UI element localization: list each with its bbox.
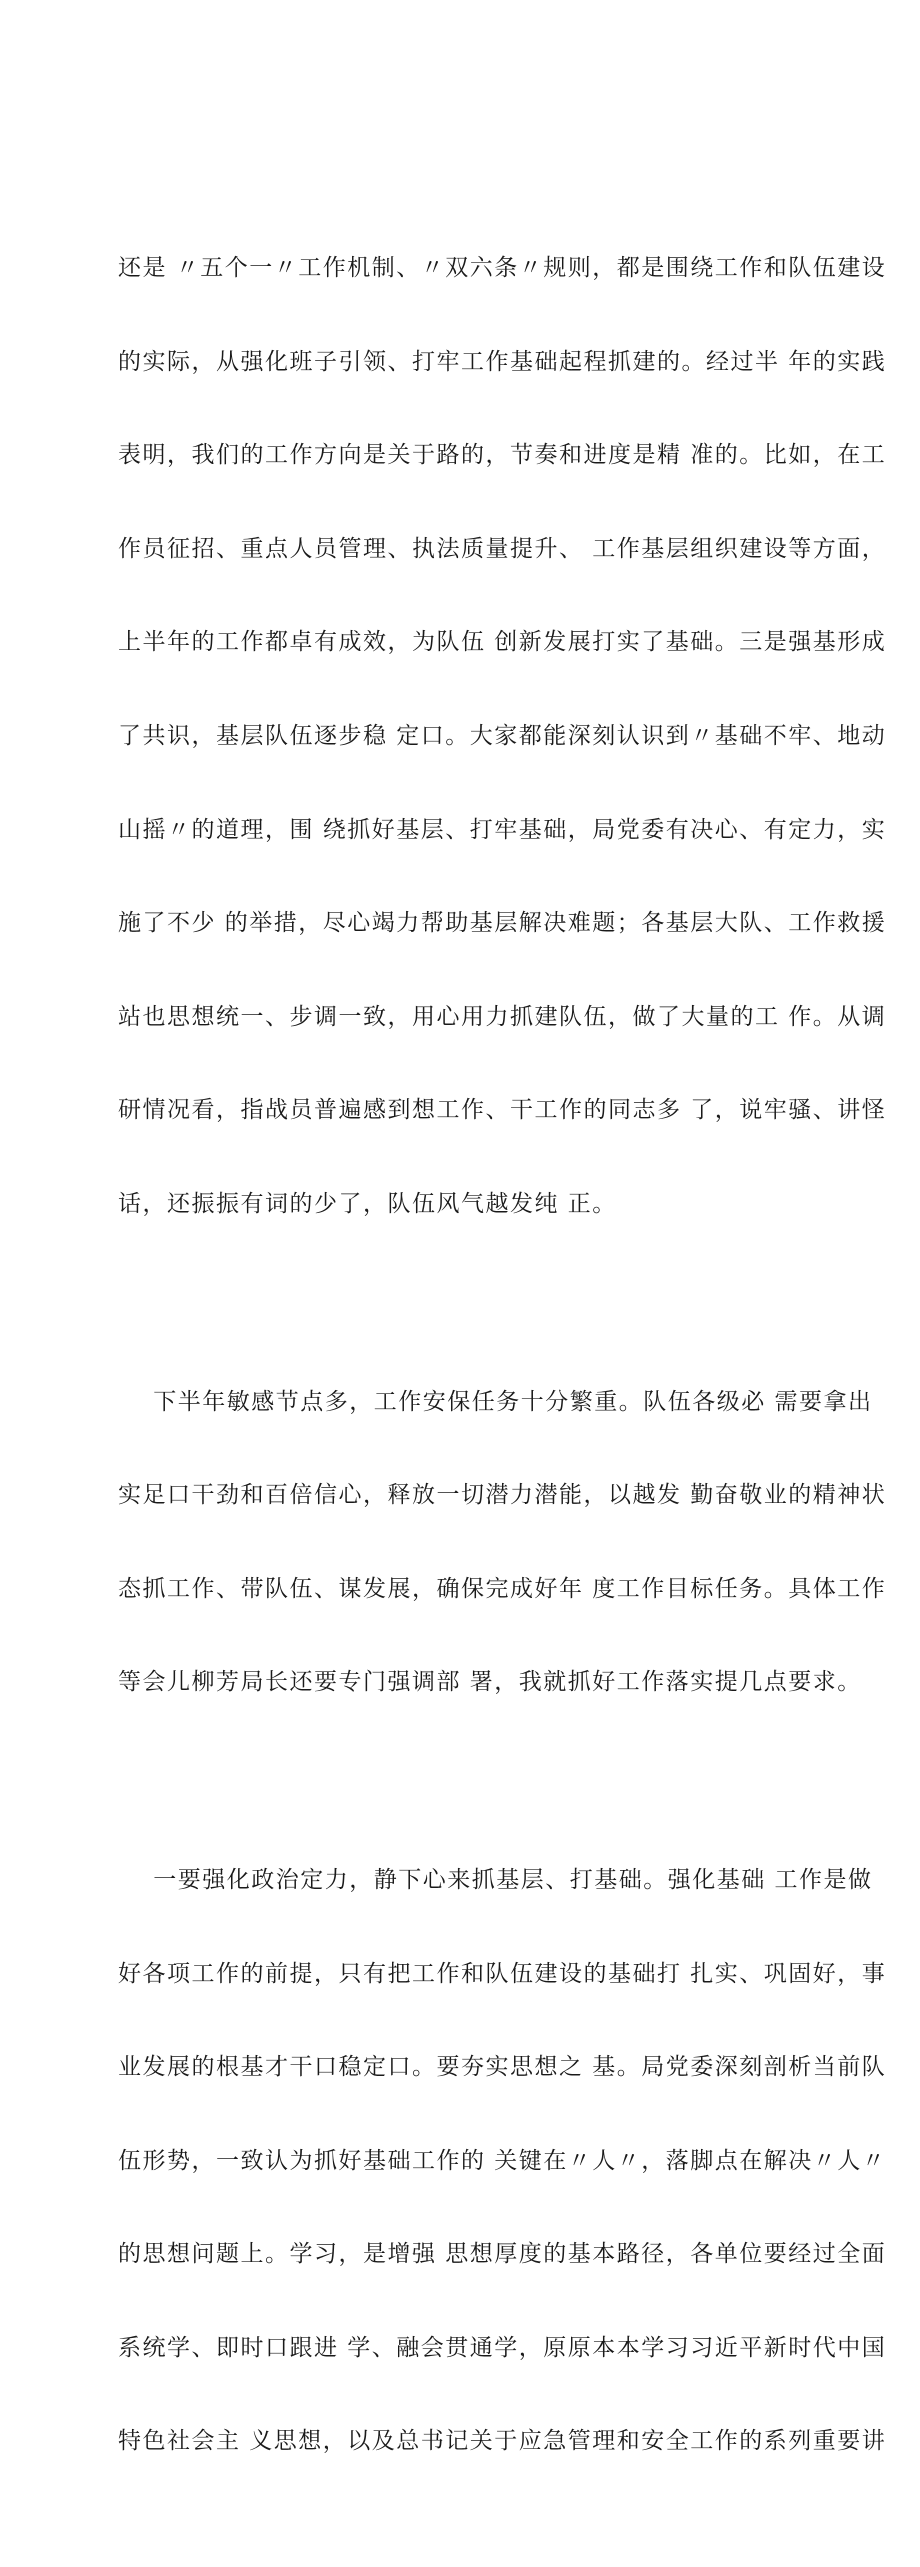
text-line: 的实际，从强化班子引领、打牢工作基础起程抓建的。经过半 年的实践 [118,348,887,375]
text-line: 作员征招、重点人员管理、执法质量提升、 工作基层组织建设等方面， [118,535,887,562]
text-line: 表明，我们的工作方向是关于路的，节奏和进度是精 准的。比如，在工 [118,442,887,469]
text-line: 业发展的根基才干口稳定口。要夯实思想之 基。局党委深刻剖析当前队 [118,2054,887,2081]
text-line: 施了不少 的举措，尽心竭力帮助基层解决难题；各基层大队、工作救援 [118,910,887,937]
text-line: 上半年的工作都卓有成效，为队伍 创新发展打实了基础。三是强基形成 [118,629,887,656]
text-line: 话，还振振有词的少了，队伍风气越发纯 正。 [118,1190,617,1217]
text-line: 态抓工作、带队伍、谋发展，确保完成好年 度工作目标任务。具体工作 [118,1575,887,1602]
paragraph-1 [118,196,887,1278]
text-line: 系统学、即时口跟进 学、融会贯通学，原原本本学习习近平新时代中国 [118,2334,887,2361]
text-line: 特色社会主 义思想，以及总书记关于应急管理和安全工作的系列重要讲 [118,2428,887,2455]
paragraph-2 [118,1330,887,1756]
text-line: 等会儿柳芳局长还要专门强调部 署，我就抓好工作落实提几点要求。 [118,1669,862,1696]
text-line: 了共识，基层队伍逐步稳 定口。大家都能深刻认识到〃基础不牢、地动 [118,722,887,749]
text-line: 一要强化政治定力，静下心来抓基层、打基础。强化基础 工作是做 [118,1866,873,1893]
paragraph-3 [118,1808,887,2515]
text-line: 的思想问题上。学习，是增强 思想厚度的基本路径，各单位要经过全面 [118,2241,887,2268]
text-line: 山摇〃的道理，围 绕抓好基层、打牢基础，局党委有决心、有定力，实 [118,816,887,843]
text-line: 研情况看，指战员普遍感到想工作、干工作的同志多 了，说牢骚、讲怪 [118,1097,887,1124]
document-body [118,144,887,2567]
text-line: 还是 〃五个一〃工作机制、〃双六条〃规则，都是围绕工作和队伍建设 [118,255,887,281]
text-line: 好各项工作的前提，只有把工作和队伍建设的基础打 扎实、巩固好，事 [118,1960,887,1987]
text-line: 下半年敏感节点多，工作安保任务十分繁重。队伍各级必 需要拿出 [118,1388,873,1415]
text-line: 实足口干劲和百倍信心，释放一切潜力潜能，以越发 勤奋敬业的精神状 [118,1482,887,1509]
text-line: 站也思想统一、步调一致，用心用力抓建队伍，做了大量的工 作。从调 [118,1003,887,1030]
text-line: 伍形势，一致认为抓好基础工作的 关键在〃人〃，落脚点在解决〃人〃 [118,2147,887,2174]
